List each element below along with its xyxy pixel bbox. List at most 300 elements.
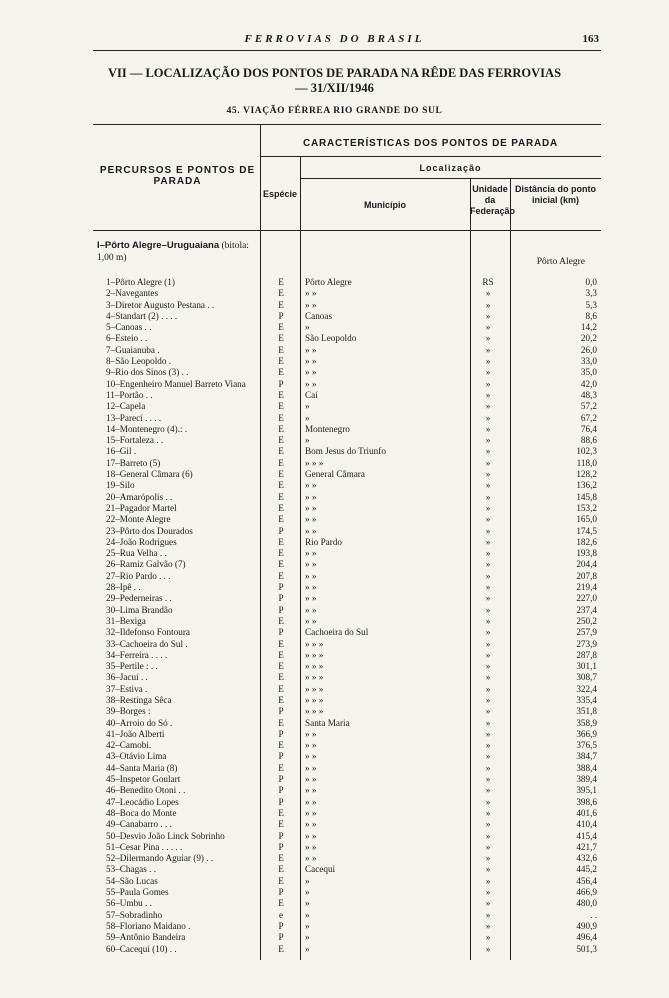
federation-unit: » [485, 582, 491, 593]
municipality: » » [305, 728, 317, 739]
station-type: P [278, 830, 284, 841]
table-row [0, 932, 669, 943]
distance-km: 384,7 [576, 751, 597, 762]
table-row [0, 751, 669, 762]
station-type: E [278, 333, 284, 344]
station-type: P [278, 706, 284, 717]
station-type: P [278, 920, 284, 931]
table-row [0, 718, 669, 729]
table-row [0, 853, 669, 864]
table-row [0, 740, 669, 751]
station-type: E [278, 762, 284, 773]
station-name: 37–Estiva . [106, 683, 148, 694]
station-type: P [278, 785, 284, 796]
table-row [0, 729, 669, 740]
municipality: » [305, 920, 310, 931]
municipality: Bom Jesus do Triunfo [305, 446, 386, 457]
table-row [0, 582, 669, 593]
federation-unit: » [485, 423, 491, 434]
station-type: P [278, 774, 284, 785]
federation-unit: » [485, 356, 491, 367]
station-type: P [278, 728, 284, 739]
station-type: E [278, 288, 284, 299]
header-rule [93, 50, 601, 51]
federation-unit: » [485, 344, 491, 355]
municipality: » » [305, 548, 317, 559]
distance-km: 128,2 [576, 469, 597, 480]
page-title-date: — 31/XII/1946 [295, 81, 374, 95]
table-row [0, 887, 669, 898]
station-name: 59–Antônio Bandeira [106, 932, 186, 943]
municipality: » » [305, 502, 317, 513]
station-type: E [278, 446, 284, 457]
station-type: e [278, 909, 284, 920]
federation-unit: » [485, 401, 491, 412]
station-name: 33–Cachoeira do Sul . [106, 638, 188, 649]
federation-unit: » [485, 920, 491, 931]
station-name: 35–Pertile : . . [106, 661, 158, 672]
header-localizacao: Localização [419, 163, 482, 173]
station-name: 4–Standart (2) . . . . [106, 310, 178, 321]
federation-unit: » [485, 661, 491, 672]
federation-unit: » [485, 875, 491, 886]
municipality: » » [305, 785, 317, 796]
federation-unit: » [485, 491, 491, 502]
station-name: 13–Parecí . . . . [106, 412, 162, 423]
municipality: » [305, 887, 310, 898]
station-type: E [278, 694, 284, 705]
federation-unit: » [485, 288, 491, 299]
table-row [0, 469, 669, 480]
table-rule-localizacao [300, 178, 601, 179]
table-row [0, 831, 669, 842]
table-row [0, 661, 669, 672]
municipality: » » [305, 299, 317, 310]
municipality: » [305, 898, 310, 909]
distance-km: 33,0 [580, 356, 597, 367]
municipality: » » [305, 751, 317, 762]
federation-unit: » [485, 446, 491, 457]
distance-km: 35,0 [580, 367, 597, 378]
federation-unit: » [485, 751, 491, 762]
table-row [0, 593, 669, 604]
federation-unit: » [485, 378, 491, 389]
distance-km: 227,0 [576, 593, 597, 604]
station-type: E [278, 367, 284, 378]
municipality: » » [305, 604, 317, 615]
federation-unit: » [485, 469, 491, 480]
federation-unit: » [485, 898, 491, 909]
table-row [0, 526, 669, 537]
station-name: 36–Jacuí . . [106, 672, 148, 683]
municipality: » » » [305, 638, 324, 649]
federation-unit: » [485, 310, 491, 321]
header-municipio: Município [364, 200, 406, 210]
table-row [0, 424, 669, 435]
station-name: 3–Diretor Augusto Pestana . . [106, 299, 215, 310]
station-type: E [278, 514, 284, 525]
federation-unit: » [485, 299, 491, 310]
table-row [0, 921, 669, 932]
federation-unit: » [485, 559, 491, 570]
table-row [0, 401, 669, 412]
federation-unit: » [485, 672, 491, 683]
municipality: » » [305, 841, 317, 852]
federation-unit: » [485, 819, 491, 830]
municipality: » [305, 322, 310, 333]
distance-km: 308,7 [576, 672, 597, 683]
station-type: P [278, 887, 284, 898]
station-type: P [278, 932, 284, 943]
distance-km: 182,6 [576, 536, 597, 547]
station-name: 11–Portão . . [106, 389, 153, 400]
station-type: P [278, 378, 284, 389]
municipality: » » [305, 378, 317, 389]
station-type: E [278, 491, 284, 502]
header-especie: Espécie [262, 189, 298, 199]
table-row [0, 277, 669, 288]
table-rule-caracteristicas [260, 156, 601, 157]
federation-unit: » [485, 785, 491, 796]
distance-km: 322,4 [576, 683, 597, 694]
table-row [0, 605, 669, 616]
municipality: São Leopoldo [305, 333, 357, 344]
station-name: 8–São Leopoldo . [106, 356, 172, 367]
distance-km: 118,0 [576, 457, 597, 468]
municipality: » » [305, 796, 317, 807]
station-name: 54–São Lucas [106, 875, 158, 886]
federation-unit: » [485, 740, 491, 751]
header-distancia: Distância do ponto inicial (km) [515, 184, 596, 205]
table-row [0, 390, 669, 401]
station-name: 47–Leocádio Lopes [106, 796, 179, 807]
distance-km: 153,2 [576, 502, 597, 513]
distance-km: 273,9 [576, 638, 597, 649]
municipality: » » [305, 356, 317, 367]
distance-km: 14,2 [580, 322, 597, 333]
municipality: » » [305, 559, 317, 570]
table-row [0, 616, 669, 627]
municipality: » » [305, 615, 317, 626]
station-name: 6–Esteio . . [106, 333, 148, 344]
table-row [0, 503, 669, 514]
station-name: 21–Pagador Martel [106, 502, 177, 513]
municipality: » » [305, 514, 317, 525]
federation-unit: » [485, 796, 491, 807]
federation-unit: » [485, 683, 491, 694]
municipality: » » [305, 288, 317, 299]
station-name: 29–Pederneiras . . [106, 593, 172, 604]
table-row [0, 706, 669, 717]
station-type: E [278, 638, 284, 649]
distance-km: 490,9 [576, 920, 597, 931]
table-row [0, 672, 669, 683]
federation-unit: » [485, 864, 491, 875]
table-row [0, 492, 669, 503]
distance-km: 204,4 [576, 559, 597, 570]
station-name: 50–Desvio João Linck Sobrinho [106, 830, 225, 841]
station-type: E [278, 570, 284, 581]
header-unidade: Unidade da Federação [470, 184, 516, 216]
federation-unit: » [485, 807, 491, 818]
station-type: E [278, 423, 284, 434]
page-number: 163 [582, 33, 599, 45]
table-row [0, 288, 669, 299]
municipality: » » [305, 582, 317, 593]
municipality: » » [305, 480, 317, 491]
station-type: E [278, 898, 284, 909]
federation-unit: » [485, 887, 491, 898]
station-name: 43–Otávio Lima [106, 751, 167, 762]
station-name: 28–Ipê . . [106, 582, 141, 593]
federation-unit: » [485, 367, 491, 378]
station-name: 10–Engenheiro Manuel Barreto Viana [106, 378, 246, 389]
distance-km: 174,5 [576, 525, 597, 536]
station-name: 40–Arroio do Só . [106, 717, 173, 728]
municipality: » » [305, 830, 317, 841]
station-type: E [278, 502, 284, 513]
municipality: » » [305, 344, 317, 355]
station-type: E [278, 457, 284, 468]
municipality: General Câmara [305, 469, 365, 480]
table-row [0, 639, 669, 650]
distance-km: 366,9 [576, 728, 597, 739]
federation-unit: » [485, 841, 491, 852]
station-name: 27–Rio Pardo . . . [106, 570, 171, 581]
station-type: E [278, 559, 284, 570]
municipality: » » » [305, 649, 324, 660]
federation-unit: » [485, 909, 491, 920]
table-row [0, 864, 669, 875]
municipality: » » » [305, 661, 324, 672]
federation-unit: » [485, 604, 491, 615]
municipality: » » [305, 525, 317, 536]
distance-km: 207,8 [576, 570, 597, 581]
municipality: » [305, 435, 310, 446]
table-row [0, 333, 669, 344]
federation-unit: » [485, 694, 491, 705]
municipality: » » [305, 807, 317, 818]
distance-km: 410,4 [576, 819, 597, 830]
station-name: 25–Rua Velha . . [106, 548, 167, 559]
station-name: 48–Boca do Monte [106, 807, 177, 818]
federation-unit: » [485, 728, 491, 739]
table-header-bottom-rule [93, 230, 601, 231]
municipality: Canoas [305, 310, 333, 321]
table-top-rule [93, 124, 601, 125]
station-type: E [278, 661, 284, 672]
table-row [0, 446, 669, 457]
federation-unit: » [485, 457, 491, 468]
table-row [0, 797, 669, 808]
table-row [0, 695, 669, 706]
distance-km: 67,2 [580, 412, 597, 423]
station-name: 22–Monte Alegre [106, 514, 171, 525]
municipality: » » [305, 819, 317, 830]
station-name: 44–Santa Maria (8) [106, 762, 178, 773]
distance-km: 165,0 [576, 514, 597, 525]
station-name: 24–João Rodrigues [106, 536, 177, 547]
station-type: E [278, 649, 284, 660]
station-name: 32–Ildefonso Fontoura [106, 627, 190, 638]
federation-unit: » [485, 943, 491, 954]
distance-km: 76,4 [580, 423, 597, 434]
municipality: » » [305, 491, 317, 502]
distance-km: 301,1 [576, 661, 597, 672]
station-name: 18–General Câmara (6) [106, 469, 193, 480]
distance-km: 398,6 [576, 796, 597, 807]
federation-unit: » [485, 615, 491, 626]
header-caracteristicas: CARACTERÍSTICAS DOS PONTOS DE PARADA [302, 138, 559, 149]
station-name: 51–Cesar Pina . . . . . [106, 841, 183, 852]
station-name: 2–Navegantes [106, 288, 159, 299]
station-type: E [278, 864, 284, 875]
station-type: E [278, 717, 284, 728]
federation-unit: RS [482, 277, 494, 287]
municipality: » » [305, 762, 317, 773]
municipality: Santa Maria [305, 717, 350, 728]
table-row [0, 537, 669, 548]
federation-unit: » [485, 593, 491, 604]
station-type: E [278, 344, 284, 355]
municipality: » » » [305, 706, 324, 717]
station-name: 45–Inspetor Goulart [106, 774, 181, 785]
table-row [0, 356, 669, 367]
table-row [0, 322, 669, 333]
stations-table-body [0, 277, 669, 955]
table-row [0, 311, 669, 322]
station-type: E [278, 389, 284, 400]
station-type: E [278, 853, 284, 864]
distance-km: 193,8 [576, 548, 597, 559]
station-name: 15–Fortaleza . . [106, 435, 164, 446]
municipality: » » [305, 570, 317, 581]
distance-km: 445,2 [576, 864, 597, 875]
municipality: Rio Pardo [305, 536, 343, 547]
station-name: 41–João Alberti [106, 728, 165, 739]
station-type: P [278, 593, 284, 604]
table-row [0, 300, 669, 311]
station-name: 17–Barreto (5) [106, 457, 161, 468]
station-name: 58–Floriano Maidano . [106, 920, 191, 931]
station-type: E [278, 875, 284, 886]
station-name: 57–Sobradinho [106, 909, 163, 920]
station-type: P [278, 841, 284, 852]
municipality: » » [305, 740, 317, 751]
table-row [0, 627, 669, 638]
distance-km: 20,2 [580, 333, 597, 344]
table-row [0, 944, 669, 955]
distance-km: 421,7 [576, 841, 597, 852]
distance-km: 358,9 [576, 717, 597, 728]
station-name: 14–Montenegro (4).: . [106, 423, 188, 434]
distance-km: 287,8 [576, 649, 597, 660]
station-name: 53–Chagas . . [106, 864, 157, 875]
station-type: P [278, 604, 284, 615]
federation-unit: » [485, 706, 491, 717]
station-name: 19–Silo [106, 480, 135, 491]
distance-km: 401,6 [576, 807, 597, 818]
distance-km: 466,9 [576, 887, 597, 898]
distance-km: 250,2 [576, 615, 597, 626]
municipality: » » » [305, 672, 324, 683]
section-name: I–Pôrto Alegre–Uruguaiana [97, 240, 220, 251]
distance-km: 57,2 [580, 401, 597, 412]
station-type: E [278, 615, 284, 626]
table-row [0, 548, 669, 559]
table-row [0, 876, 669, 887]
station-type: P [278, 525, 284, 536]
municipality: Montenegro [305, 423, 350, 434]
municipality: » » » [305, 694, 324, 705]
municipality: » » » [305, 457, 324, 468]
station-name: 52–Dilermando Aguiar (9) . . [106, 853, 214, 864]
municipality: » [305, 875, 310, 886]
distance-km: 219,4 [576, 582, 597, 593]
station-name: 60–Cacequi (10) . . [106, 943, 177, 954]
table-row [0, 435, 669, 446]
station-name: 26–Ramiz Galvão (7) [106, 559, 186, 570]
station-name: 56–Umbu . . [106, 898, 152, 909]
distance-km: 5,3 [585, 299, 597, 310]
federation-unit: » [485, 480, 491, 491]
station-name: 1–Pôrto Alegre (1) [106, 277, 175, 287]
table-row [0, 819, 669, 830]
distance-km: 432,6 [576, 853, 597, 864]
station-name: 12–Capela [106, 401, 146, 412]
station-name: 55–Paula Gomes [106, 887, 169, 898]
station-type: P [278, 796, 284, 807]
table-row [0, 808, 669, 819]
distance-km: 501,3 [576, 943, 597, 954]
municipality: » [305, 932, 310, 943]
municipality: » [305, 412, 310, 423]
federation-unit: » [485, 570, 491, 581]
distance-origin-label: Pôrto Alegre [536, 257, 585, 267]
federation-unit: » [485, 525, 491, 536]
station-type: E [278, 943, 284, 954]
municipality: » » [305, 774, 317, 785]
station-type: E [278, 672, 284, 683]
federation-unit: » [485, 502, 491, 513]
station-name: 20–Amarópolis . . [106, 491, 173, 502]
table-row [0, 379, 669, 390]
distance-km: 136,2 [576, 480, 597, 491]
table-row [0, 684, 669, 695]
distance-km: 145,8 [576, 491, 597, 502]
station-type: E [278, 740, 284, 751]
station-type: E [278, 435, 284, 446]
municipality: » » [305, 593, 317, 604]
station-name: 38–Restinga Sêca [106, 694, 172, 705]
federation-unit: » [485, 774, 491, 785]
table-row [0, 413, 669, 424]
station-type: E [278, 401, 284, 412]
station-name: 39–Borges : [106, 706, 151, 717]
station-type: E [278, 807, 284, 818]
station-type: P [278, 582, 284, 593]
table-row [0, 785, 669, 796]
distance-km: . . [590, 909, 597, 920]
distance-km: 0,0 [585, 277, 597, 287]
page-title: VII — LOCALIZAÇÃO DOS PONTOS DE PARADA NA RÊDE DAS FERROVIAS [107, 66, 562, 80]
table-row [0, 367, 669, 378]
station-type: P [278, 751, 284, 762]
station-type: E [278, 469, 284, 480]
federation-unit: » [485, 514, 491, 525]
station-name: 16–Gil . [106, 446, 137, 457]
distance-km: 88,6 [580, 435, 597, 446]
